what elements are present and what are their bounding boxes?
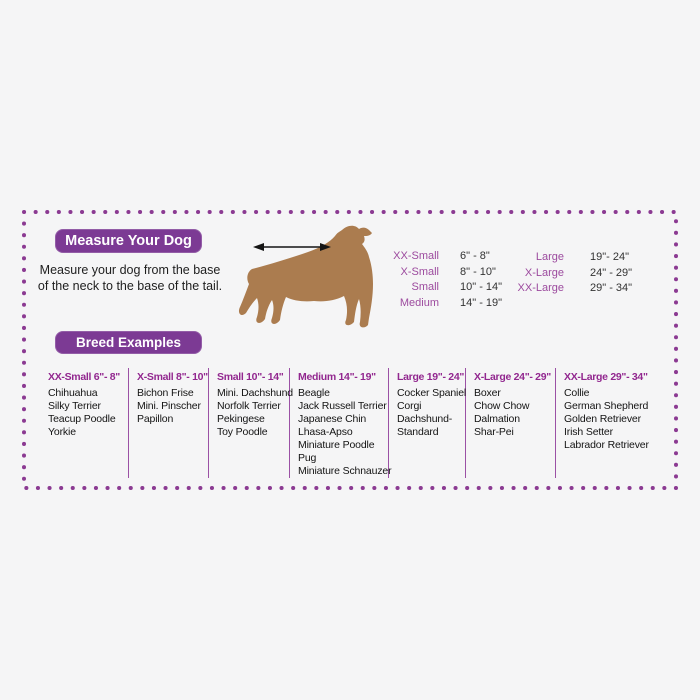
breed-item: Dalmation bbox=[474, 413, 520, 425]
breed-list bbox=[217, 387, 293, 439]
breed-item: Mini. Dachshund bbox=[217, 387, 293, 399]
breed-item: Beagle bbox=[298, 387, 330, 399]
breed-list bbox=[397, 387, 465, 439]
size-label: Small bbox=[411, 281, 439, 294]
breed-column-header: Small 10"- 14" bbox=[217, 371, 284, 383]
breed-item: Shar-Pei bbox=[474, 426, 514, 438]
breed-column bbox=[290, 368, 392, 478]
size-range: 29" - 34" bbox=[590, 282, 633, 295]
breed-item: Pekingese bbox=[217, 413, 265, 425]
breed-item: Bichon Frise bbox=[137, 387, 194, 399]
breed-item: Irish Setter bbox=[564, 426, 613, 438]
breed-item: Silky Terrier bbox=[48, 400, 101, 412]
breed-column-header: Medium 14"- 19" bbox=[298, 371, 376, 383]
size-label: Medium bbox=[399, 297, 439, 310]
breed-column-header: Large 19"- 24" bbox=[397, 371, 465, 383]
breed-item: Norfolk Terrier bbox=[217, 400, 281, 412]
breed-list bbox=[474, 387, 555, 439]
breed-columns bbox=[40, 368, 670, 478]
breed-column bbox=[129, 368, 209, 478]
breed-item: Papillon bbox=[137, 413, 174, 425]
size-row bbox=[383, 266, 502, 282]
breed-item: Cocker Spaniel bbox=[397, 387, 467, 399]
size-range: 6" - 8" bbox=[460, 250, 490, 262]
breed-item: Golden Retriever bbox=[564, 413, 641, 425]
double-headed-arrow-icon bbox=[252, 240, 332, 254]
size-row bbox=[508, 267, 632, 283]
breed-item: Corgi bbox=[397, 400, 422, 412]
breed-item: Lhasa-Apso bbox=[298, 426, 353, 438]
size-table-right bbox=[508, 251, 632, 298]
breed-item: Jack Russell Terrier bbox=[298, 400, 387, 412]
breed-item: Teacup Poodle bbox=[48, 413, 116, 425]
size-row bbox=[508, 251, 632, 267]
size-table-left bbox=[383, 250, 502, 313]
breed-list bbox=[137, 387, 208, 426]
size-row bbox=[383, 250, 502, 266]
breed-item: Mini. Pinscher bbox=[137, 400, 201, 412]
breed-item: Yorkie bbox=[48, 426, 76, 438]
measure-your-dog-label: Measure Your Dog bbox=[65, 233, 192, 249]
breed-item: Boxer bbox=[474, 387, 501, 399]
size-label: XX-Large bbox=[517, 282, 564, 295]
size-range: 24" - 29" bbox=[590, 266, 633, 279]
breed-item: Miniature Poodle bbox=[298, 439, 375, 451]
breed-item: Miniature Schnauzer bbox=[298, 465, 392, 477]
breed-column bbox=[556, 368, 670, 478]
breed-column bbox=[389, 368, 466, 478]
breed-item: Dachshund-Standard bbox=[397, 413, 453, 438]
breed-list bbox=[298, 387, 392, 478]
breed-item: Toy Poodle bbox=[217, 426, 268, 438]
breed-column-header: XX-Large 29"- 34" bbox=[564, 371, 648, 383]
breed-item: Japanese Chin bbox=[298, 413, 367, 425]
size-row bbox=[383, 297, 502, 313]
breed-column-header: XX-Small 6"- 8" bbox=[48, 371, 120, 383]
size-label: XX-Small bbox=[393, 250, 439, 262]
breed-item: German Shepherd bbox=[564, 400, 649, 412]
measure-instruction bbox=[30, 262, 230, 294]
breed-examples-label: Breed Examples bbox=[75, 335, 182, 350]
measure-instruction-line1: Measure your dog from the base bbox=[39, 263, 221, 277]
breed-examples-button bbox=[55, 331, 202, 354]
size-range: 8" - 10" bbox=[460, 265, 496, 278]
breed-item: Pug bbox=[298, 452, 317, 464]
size-row bbox=[508, 282, 632, 298]
measure-your-dog-button bbox=[55, 229, 202, 253]
size-range: 19"- 24" bbox=[590, 251, 629, 263]
breed-column-header: X-Large 24"- 29" bbox=[474, 371, 551, 383]
breed-item: Chow Chow bbox=[474, 400, 530, 412]
breed-item: Labrador Retriever bbox=[564, 439, 649, 451]
size-range: 10" - 14" bbox=[460, 281, 503, 294]
breed-item: Chihuahua bbox=[48, 387, 98, 399]
breed-column bbox=[466, 368, 556, 478]
size-row bbox=[383, 281, 502, 297]
breed-item: Collie bbox=[564, 387, 590, 399]
size-label: X-Large bbox=[524, 266, 564, 279]
breed-list bbox=[48, 387, 128, 439]
breed-column bbox=[209, 368, 293, 478]
size-label: X-Small bbox=[400, 265, 439, 278]
breed-column bbox=[40, 368, 129, 478]
size-range: 14" - 19" bbox=[460, 297, 503, 310]
breed-list bbox=[564, 387, 670, 452]
size-label: Large bbox=[535, 251, 564, 263]
breed-column-header: X-Small 8"- 10" bbox=[137, 371, 208, 383]
measure-instruction-line2: of the neck to the base of the tail. bbox=[37, 279, 223, 293]
